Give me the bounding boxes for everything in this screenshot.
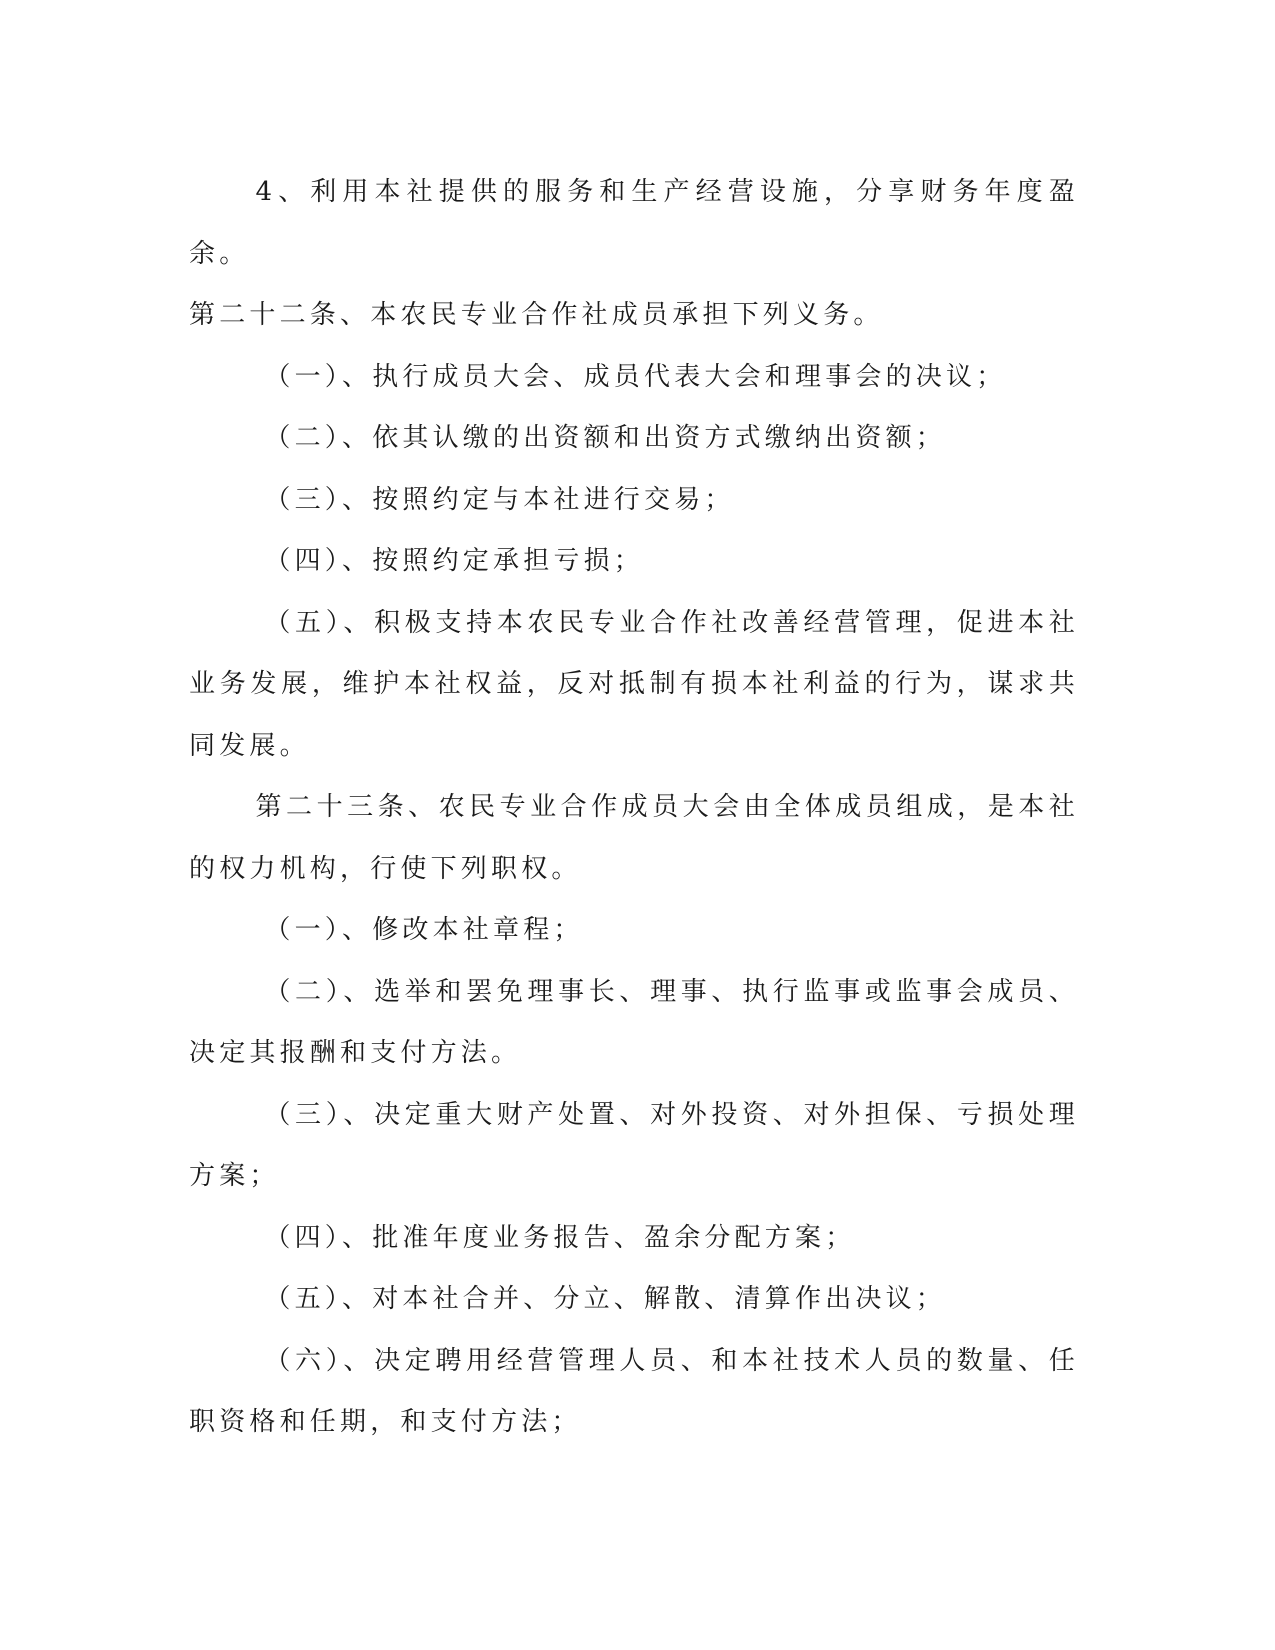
- power-item-6: （六）、决定聘用经营管理人员、和本社技术人员的数量、任职资格和任期，和支付方法；: [189, 1345, 1079, 1437]
- power-item-1: （一）、修改本社章程；: [264, 915, 584, 945]
- duty-item-5: （五）、积极支持本农民专业合作社改善经营管理，促进本社业务发展，维护本社权益，反对抵制有损本社利益的行为，谋求共同发展。: [189, 607, 1079, 761]
- document-body: [189, 162, 1079, 1454]
- power-item-5: （五）、对本社合并、分立、解散、清算作出决议；: [264, 1284, 946, 1314]
- duty-item-1: （一）、执行成员大会、成员代表大会和理事会的决议；: [264, 361, 1007, 392]
- power-item-2: （二）、选举和罢免理事长、理事、执行监事或监事会成员、决定其报酬和支付方法。: [189, 976, 1079, 1068]
- article-22-heading: 第二十二条、本农民专业合作社成员承担下列义务。: [189, 300, 884, 330]
- article-23-heading: 第二十三条、农民专业合作成员大会由全体成员组成，是本社的权力机构，行使下列职权。: [189, 792, 1079, 884]
- duty-item-4: （四）、按照约定承担亏损；: [264, 546, 644, 576]
- power-item-4: （四）、批准年度业务报告、盈余分配方案；: [264, 1222, 856, 1253]
- power-item-3: （三）、决定重大财产处置、对外投资、对外担保、亏损处理方案；: [189, 1099, 1079, 1191]
- paragraph-item-4: 4、利用本社提供的服务和生产经营设施，分享财务年度盈余。: [189, 177, 1079, 269]
- duty-item-3: （三）、按照约定与本社进行交易；: [264, 484, 735, 515]
- duty-item-2: （二）、依其认缴的出资额和出资方式缴纳出资额；: [264, 423, 946, 453]
